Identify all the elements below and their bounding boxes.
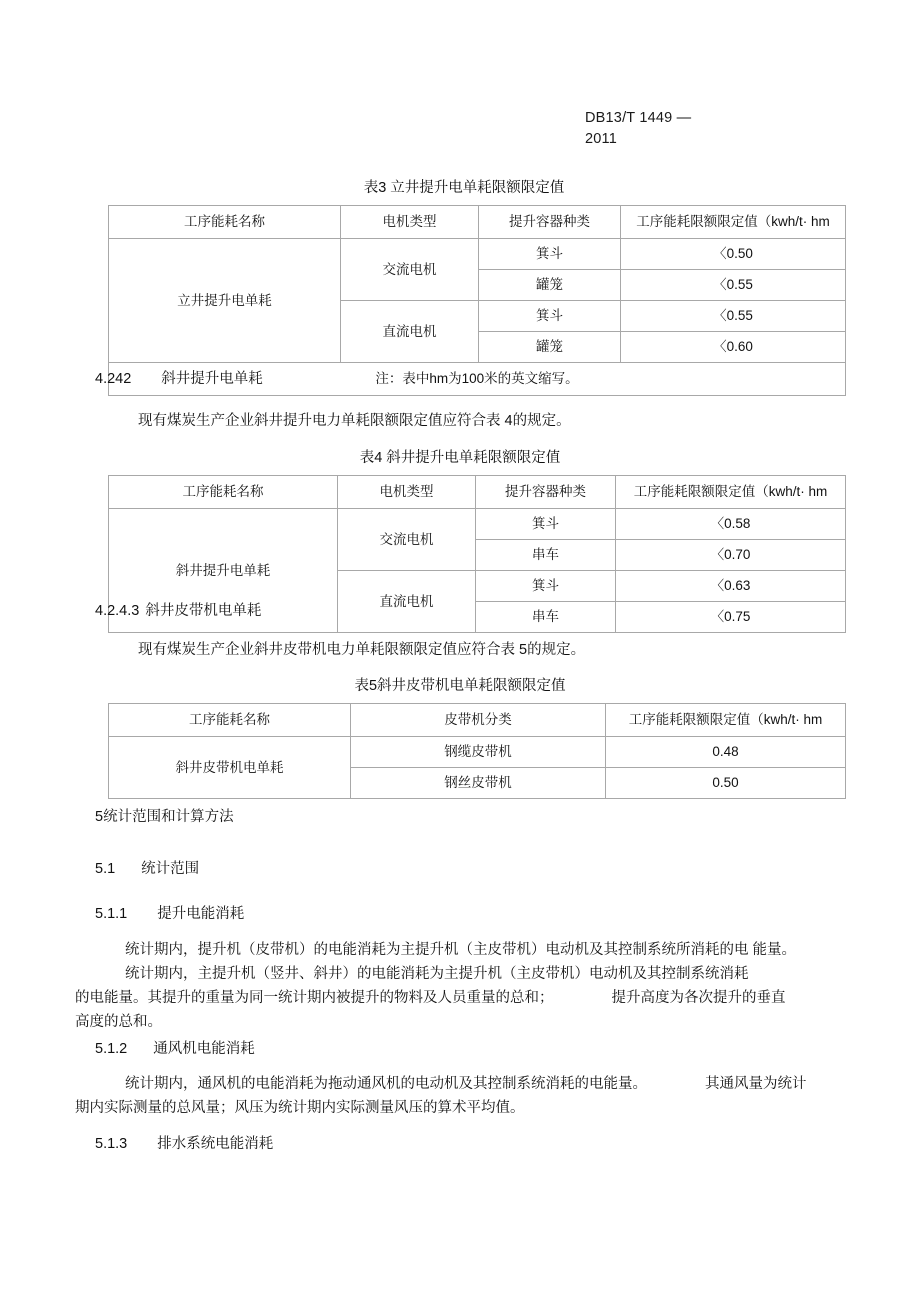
table4-motor-1: 直流电机 <box>338 571 476 633</box>
table4-value-0-1: 〈0.70 <box>616 540 846 571</box>
table3-note: 注：表中hm为100米的英文缩写。 <box>109 363 846 396</box>
section-4242-number: 4.242 <box>95 371 132 387</box>
table3-block <box>0 178 920 396</box>
table5-col-1: 皮带机分类 <box>351 704 606 737</box>
table5-belt-0: 钢缆皮带机 <box>351 737 606 768</box>
table3-value-1-0: 〈0.55 <box>621 301 846 332</box>
table5-row-label: 斜井皮带机电单耗 <box>109 737 351 799</box>
section-513-heading <box>0 1133 920 1155</box>
table-row <box>109 476 846 509</box>
table5-caption: 表5斜井皮带机电单耗限额限定值 <box>354 678 566 694</box>
section-513-number: 5.1.3 <box>95 1136 128 1152</box>
table-row <box>109 509 846 540</box>
table3-row-label: 立井提升电单耗 <box>109 239 341 363</box>
table3-col-2: 提升容器种类 <box>479 206 621 239</box>
section-51-title: 统计范围 <box>141 861 200 877</box>
section-511-line3b: 提升高度为各次提升的垂直 <box>611 990 786 1006</box>
section-512-heading <box>0 1038 920 1060</box>
section-511-number: 5.1.1 <box>95 906 128 922</box>
section-511-line4: 高度的总和。 <box>75 1014 162 1030</box>
section-5-heading <box>0 806 920 828</box>
section-5-number: 5 <box>95 809 104 825</box>
table3-container-0-0: 箕斗 <box>479 239 621 270</box>
table-row <box>109 239 846 270</box>
table-row <box>109 704 846 737</box>
section-511-title: 提升电能消耗 <box>157 906 245 922</box>
table4-value-0-0: 〈0.58 <box>616 509 846 540</box>
document-header <box>585 108 845 150</box>
table4-container-0-1: 串车 <box>476 540 616 571</box>
section-512-line2: 期内实际测量的总风量；风压为统计期内实际测量风压的算术平均值。 <box>75 1100 525 1116</box>
section-512-body <box>0 1072 920 1120</box>
section-511-heading <box>0 903 920 925</box>
section-51-heading <box>0 858 920 880</box>
table5-block <box>0 676 920 799</box>
section-512-line1b: 其通风量为统计 <box>705 1076 807 1092</box>
table3-value-1-1: 〈0.60 <box>621 332 846 363</box>
table-row <box>109 206 846 239</box>
table4-container-0-0: 箕斗 <box>476 509 616 540</box>
header-standard-number: DB13/T 1449 — <box>585 110 692 126</box>
table3-value-0-1: 〈0.55 <box>621 270 846 301</box>
header-year: 2011 <box>585 131 617 147</box>
table5-value-1: 0.50 <box>606 768 846 799</box>
table3-col-0: 工序能耗名称 <box>109 206 341 239</box>
section-4243-paragraph: 现有煤炭生产企业斜井皮带机电力单耗限额限定值应符合表 5的规定。 <box>138 642 586 658</box>
table4-col-3: 工序能耗限额限定值（kwh/t· hm <box>616 476 846 509</box>
table-row <box>109 737 846 768</box>
section-5-title: 统计范围和计算方法 <box>103 809 234 825</box>
section-4242-heading <box>0 368 920 390</box>
section-4243-number: 4.2.4.3 <box>95 603 140 619</box>
table3-motor-0: 交流电机 <box>341 239 479 301</box>
section-512-line1a: 统计期内，通风机的电能消耗为拖动通风机的电动机及其控制系统消耗的电能量。 <box>125 1076 647 1092</box>
table5-belt-1: 钢丝皮带机 <box>351 768 606 799</box>
section-4242-paragraph-block <box>0 409 920 433</box>
table5-col-0: 工序能耗名称 <box>109 704 351 737</box>
table4-caption: 表4 斜井提升电单耗限额限定值 <box>359 450 561 466</box>
table3-container-1-1: 罐笼 <box>479 332 621 363</box>
table5-value-0: 0.48 <box>606 737 846 768</box>
table4-value-1-0: 〈0.63 <box>616 571 846 602</box>
table4-value-1-1: 〈0.75 <box>616 602 846 633</box>
section-511-line1: 统计期内，提升机（皮带机）的电能消耗为主提升机（主皮带机）电动机及其控制系统所消耗的电 能量。 <box>125 942 797 958</box>
table3-value-0-0: 〈0.50 <box>621 239 846 270</box>
section-513-title: 排水系统电能消耗 <box>157 1136 274 1152</box>
table4-col-2: 提升容器种类 <box>476 476 616 509</box>
section-4242-paragraph: 现有煤炭生产企业斜井提升电力单耗限额限定值应符合表 4的规定。 <box>138 413 571 429</box>
section-51-number: 5.1 <box>95 861 116 877</box>
section-512-number: 5.1.2 <box>95 1041 128 1057</box>
section-4243-paragraph-block <box>0 638 920 662</box>
table3-container-0-1: 罐笼 <box>479 270 621 301</box>
section-4242-title: 斜井提升电单耗 <box>161 371 263 387</box>
table3-motor-1: 直流电机 <box>341 301 479 363</box>
section-511-line3a: 的电能量。其提升的重量为同一统计期内被提升的物料及人员重量的总和； <box>75 990 554 1006</box>
table3-caption: 表3 立井提升电单耗限额限定值 <box>363 180 565 196</box>
table5-col-2: 工序能耗限额限定值（kwh/t· hm <box>606 704 846 737</box>
table4-container-1-1: 串车 <box>476 602 616 633</box>
section-4243-heading <box>0 600 920 622</box>
table3-container-1-0: 箕斗 <box>479 301 621 332</box>
section-512-title: 通风机电能消耗 <box>153 1041 255 1057</box>
table4-motor-0: 交流电机 <box>338 509 476 571</box>
table3-col-1: 电机类型 <box>341 206 479 239</box>
table4-row-label: 斜井提升电单耗 <box>109 509 338 633</box>
table4-container-1-0: 箕斗 <box>476 571 616 602</box>
section-511-line2: 统计期内，主提升机（竖井、斜井）的电能消耗为主提升机（主皮带机）电动机及其控制系统消耗 <box>125 966 749 982</box>
table4-col-0: 工序能耗名称 <box>109 476 338 509</box>
section-4243-title: 斜井皮带机电单耗 <box>145 603 262 619</box>
section-511-body <box>0 938 920 1034</box>
table5 <box>108 703 846 799</box>
table3-col-3: 工序能耗限额限定值（kwh/t· hm <box>621 206 846 239</box>
table4-col-1: 电机类型 <box>338 476 476 509</box>
